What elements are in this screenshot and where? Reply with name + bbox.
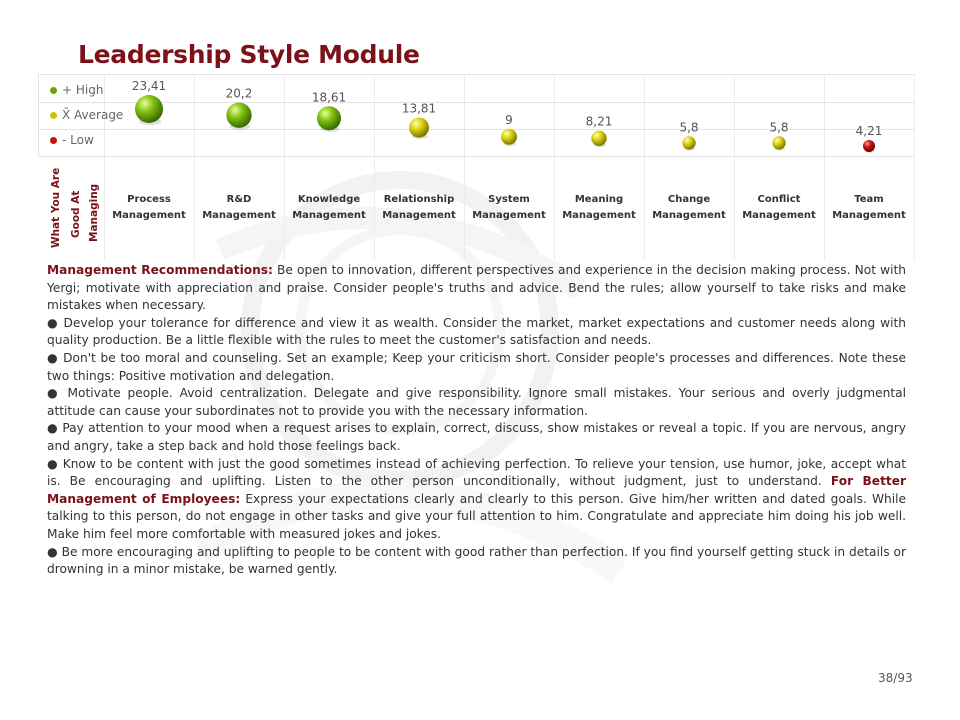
bullet-6: ● Be more encouraging and uplifting to people to be content with good rather than perfection. If you find yourself getting stuck in details or drowning in a minor mistake, be warned gently. xyxy=(47,544,906,577)
legend-dot-low xyxy=(50,137,57,144)
category-label-line: Relationship xyxy=(383,194,455,205)
category-label-line: Change xyxy=(667,194,711,205)
category-label-line: Conflict xyxy=(757,194,801,205)
side-label-line-1: What You Are xyxy=(50,167,62,248)
data-label: 5,8 xyxy=(679,120,699,135)
legend-label-high: + High xyxy=(62,83,104,97)
category-label xyxy=(195,192,283,224)
bullet-1: ● Develop your tolerance for difference and view it as wealth. Consider the market, market expectations and customer needs along with quality production. Be a little flexible with the rules to meet the customer's satisfaction and needs. xyxy=(47,315,906,348)
chart-canvas xyxy=(38,74,915,260)
category-label-line: Management xyxy=(742,210,816,221)
legend-dot-average xyxy=(50,112,57,119)
legend-item-low xyxy=(50,133,94,147)
category-label-line: Management xyxy=(562,210,636,221)
page-number: 38/93 xyxy=(878,671,913,685)
score-chart xyxy=(38,74,915,260)
bullet-4: ● Pay attention to your mood when a request arises to explain, correct, discuss, show mistakes or reveal a topic. If you are nervous, angry and angry, take a step back and hold those feelings back. xyxy=(47,421,906,453)
category-label-line: Management xyxy=(382,210,456,221)
category-label-line: System xyxy=(488,194,530,205)
data-label: 5,8 xyxy=(769,120,789,135)
category-label-line: Management xyxy=(652,210,726,221)
rec-paragraph xyxy=(47,262,906,315)
side-label-line-2: Good At xyxy=(70,190,82,238)
category-label-line: Process xyxy=(127,194,171,205)
category-label xyxy=(555,192,643,224)
category-label xyxy=(465,192,553,224)
data-label: 9 xyxy=(505,112,513,127)
category-label-line: Meaning xyxy=(574,194,624,205)
rec-intro: Be open to innovation, different perspectives and experience in the decision making process. Not with Yergi; motivate with appreciation and praise. Consider people's truths and advice. Bend the rules; allow yourself to take risks and make mistakes when necessary. xyxy=(47,263,906,313)
data-point-high xyxy=(135,95,163,123)
data-label: 8,21 xyxy=(585,114,613,129)
chart-grid xyxy=(38,74,915,260)
side-label xyxy=(44,168,104,248)
data-point-average xyxy=(501,129,517,145)
page-title: Leadership Style Module xyxy=(78,40,420,69)
chart-marks xyxy=(132,79,883,153)
category-label xyxy=(105,192,193,224)
data-label: 13,81 xyxy=(401,101,437,116)
data-label: 4,21 xyxy=(855,124,883,138)
category-label-line: Team xyxy=(854,194,884,205)
legend-label-average: X̄ Average xyxy=(62,108,124,122)
side-label-line-3: Managing xyxy=(88,183,100,242)
data-point-average xyxy=(591,131,606,146)
category-label xyxy=(285,192,373,224)
data-point-high xyxy=(317,106,341,130)
data-point-average xyxy=(409,118,429,138)
data-label: 18,61 xyxy=(311,90,347,105)
data-point-average xyxy=(682,136,695,149)
data-label: 23,41 xyxy=(131,79,167,93)
bullet-5a: ● Know to be content with just the good sometimes instead of achieving perfection. To relieve your tension, use humor, joke, accept what is. Be encouraging and uplifting. Listen to the other person unconditionally, without judgment, just to understand. xyxy=(47,456,906,489)
category-label-line: R&D xyxy=(226,194,252,205)
legend-item-average xyxy=(50,108,123,122)
bullet-5 xyxy=(47,456,906,544)
bullet-2: ● Don't be too moral and counseling. Set an example; Keep your criticism short. Consider people's processes and differences. Note these two things: Positive motivation and delegation. xyxy=(47,350,906,383)
data-label: 20,2 xyxy=(225,86,253,101)
category-label-line: Management xyxy=(472,210,546,221)
category-label-line: Management xyxy=(202,210,276,221)
category-label-line: Knowledge xyxy=(297,194,361,205)
category-label xyxy=(375,192,463,224)
category-label xyxy=(825,192,913,224)
employees-label: For Better Management of Employees: xyxy=(47,474,906,506)
legend-dot-high xyxy=(50,87,57,94)
category-label xyxy=(735,192,823,224)
category-label-line: Management xyxy=(292,210,366,221)
legend-label-low: - Low xyxy=(62,133,94,147)
recommendations-text xyxy=(47,262,906,579)
category-label-line: Management xyxy=(832,210,906,221)
data-point-average xyxy=(772,136,785,149)
category-label xyxy=(645,192,733,224)
legend-item-high xyxy=(50,83,103,97)
bullet-5b: Express your expectations clearly and clearly to this person. Give him/her written and dated goals. While talking to this person, do not engage in other tasks and give your full attention to him. Congratulate and appreciate him doing his job well. Make him feel more comfortable with measured jokes and jokes. xyxy=(47,491,907,541)
category-label-line: Management xyxy=(112,210,186,221)
data-point-low xyxy=(863,140,875,152)
data-point-high xyxy=(226,103,251,128)
rec-label: Management Recommendations: xyxy=(47,263,273,277)
bullet-3: ● Motivate people. Avoid centralization. Delegate and give responsibility. Ignore small mistakes. Your serious and overly judgmental attitude can cause your subordinates not to provide you with the necessary information. xyxy=(47,386,906,418)
